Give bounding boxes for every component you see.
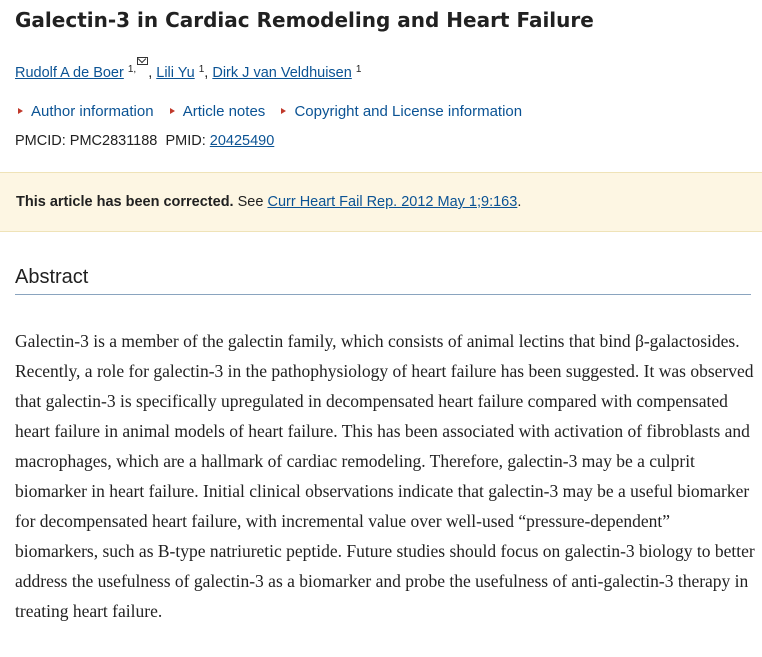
author-affiliation-sup: 1, bbox=[128, 64, 148, 75]
author-affiliation-sup: 1 bbox=[355, 64, 362, 75]
correction-notice bbox=[0, 172, 762, 232]
author-link-de-boer[interactable]: Rudolf A de Boer bbox=[15, 65, 124, 81]
correction-notice-see: See bbox=[237, 194, 264, 210]
correction-notice-text bbox=[16, 194, 521, 210]
author-separator: , bbox=[148, 65, 157, 81]
correction-notice-bold: This article has been corrected. bbox=[16, 194, 234, 210]
section-divider bbox=[15, 294, 751, 295]
pmid-link[interactable]: 20425490 bbox=[209, 133, 275, 149]
author-link-van-veldhuisen[interactable]: Dirk J van Veldhuisen bbox=[212, 65, 352, 81]
pmcid-value: PMC2831188 bbox=[69, 133, 158, 149]
article-info-links bbox=[18, 103, 534, 120]
author-list bbox=[15, 57, 361, 81]
triangle-right-icon bbox=[170, 108, 175, 114]
pmcid-label: PMCID: bbox=[15, 133, 66, 149]
abstract-heading: Abstract bbox=[15, 266, 89, 288]
correction-link[interactable]: Curr Heart Fail Rep. 2012 May 1;9:163 bbox=[267, 194, 518, 210]
copyright-license-toggle[interactable]: Copyright and License information bbox=[281, 103, 522, 120]
triangle-right-icon bbox=[281, 108, 286, 114]
article-notes-toggle[interactable]: Article notes bbox=[170, 103, 266, 120]
triangle-right-icon bbox=[18, 108, 23, 114]
article-title: Galectin-3 in Cardiac Remodeling and Heart Failure bbox=[15, 8, 594, 32]
author-information-toggle[interactable]: Author information bbox=[18, 103, 154, 120]
abstract-text: Galectin-3 is a member of the galectin family, which consists of animal lectins that bind β-galactosides. Recently, a role for galectin-3 in the pathophysiology of heart failure has been suggested. It was observed that galectin-3 is specifically upregulated in decompensated heart failure compared with compensated heart failure in animal models of heart failure. This has been associated with activation of fibroblasts and macrophages, which are a hallmark of cardiac remodeling. Therefore, galectin-3 may be a culprit biomarker in heart failure. Initial clinical observations indicate that galectin-3 may be a useful biomarker for decompensated heart failure, with incremental value over well-used “pressure-dependent” biomarkers, such as B-type natriuretic peptide. Future studies should focus on galectin-3 biology to better address the usefulness of galectin-3 as a biomarker and probe the usefulness of anti-galectin-3 therapy in treating heart failure. bbox=[15, 331, 755, 621]
pmid-label: PMID: bbox=[165, 133, 206, 149]
author-separator: , bbox=[204, 65, 213, 81]
correction-notice-period: . bbox=[517, 194, 522, 210]
article-identifiers bbox=[15, 133, 274, 149]
email-icon[interactable] bbox=[137, 57, 148, 65]
author-affiliation-sup: 1 bbox=[198, 64, 205, 75]
author-link-yu[interactable]: Lili Yu bbox=[156, 65, 195, 81]
